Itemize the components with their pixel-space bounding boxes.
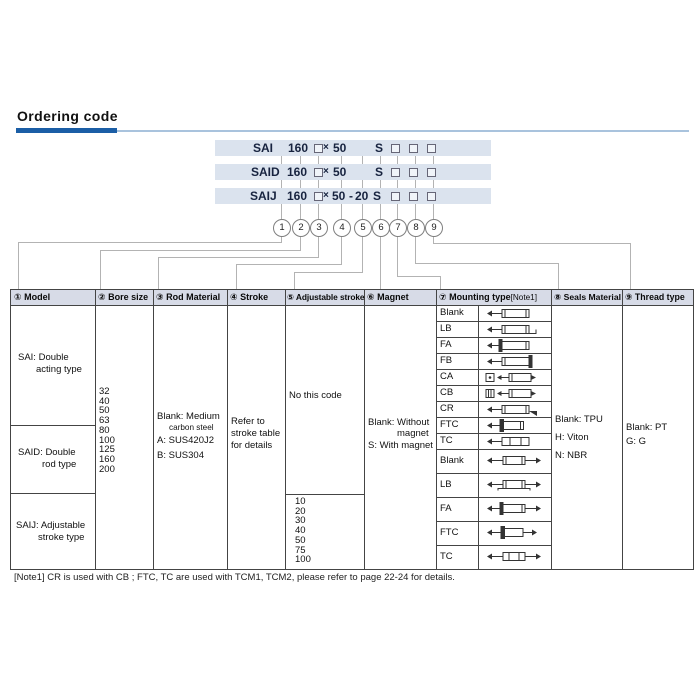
- code-magnet: S: [375, 165, 384, 179]
- connector-segment: [415, 263, 559, 264]
- code-times: ×: [323, 166, 329, 177]
- title-rule-light: [17, 130, 689, 132]
- mounting-row-line: [436, 369, 551, 370]
- adjustable-item: 40: [295, 525, 306, 537]
- mounting-icon-cb: [485, 387, 543, 400]
- mounting-icon-double-tc: [485, 550, 543, 563]
- col-header-adjustable: ⑤ Adjustable stroke: [287, 292, 365, 302]
- code-times: ×: [323, 190, 329, 201]
- bore-size-item: 125: [99, 444, 115, 456]
- bore-size-item: 80: [99, 424, 110, 436]
- mounting-code: FA: [440, 503, 452, 514]
- connector-segment: [380, 235, 381, 289]
- code-placeholder-box: [391, 192, 400, 201]
- mounting-row-line: [436, 497, 551, 498]
- section-title: Ordering code: [17, 108, 118, 124]
- model-divider: [11, 425, 95, 426]
- code-adjust: 20: [355, 189, 369, 203]
- thread-line2: G: G: [626, 436, 647, 447]
- rod-blank-line2: carbon steel: [169, 423, 214, 432]
- connector-segment: [397, 276, 441, 277]
- callout-3: 3: [310, 219, 328, 237]
- connector-segment: [294, 272, 363, 273]
- callout-8: 8: [407, 219, 425, 237]
- code-magnet: S: [375, 141, 384, 155]
- code-placeholder-box: [409, 192, 418, 201]
- table-grid-line: [622, 290, 623, 569]
- code-model: SAIJ: [250, 189, 277, 203]
- code-model: SAID: [251, 165, 280, 179]
- col-header-model: ① Model: [14, 292, 51, 302]
- adjustable-item: 100: [295, 554, 311, 566]
- thread-line1: Blank: PT: [626, 422, 668, 433]
- code-bore: 160: [287, 165, 308, 179]
- code-stroke: 50: [332, 189, 346, 203]
- mounting-icon-ca: [485, 371, 543, 384]
- model-said-line1: SAID: Double: [18, 447, 76, 458]
- mounting-code: Blank: [440, 307, 464, 318]
- connector-segment: [100, 250, 301, 251]
- callout-7: 7: [389, 219, 407, 237]
- table-grid-line: [436, 290, 437, 569]
- code-bore: 160: [288, 141, 309, 155]
- adjustable-item: 50: [295, 534, 306, 546]
- connector-segment: [397, 235, 398, 276]
- connector-segment: [100, 250, 101, 289]
- code-placeholder-box: [409, 144, 418, 153]
- mounting-code: CB: [440, 387, 454, 398]
- mounting-icon-double-basic: [485, 454, 543, 467]
- model-divider: [11, 493, 95, 494]
- mounting-icon-tc: [485, 435, 543, 448]
- stub-line: [281, 148, 282, 219]
- connector-segment: [158, 257, 319, 258]
- code-placeholder-box: [427, 192, 436, 201]
- adjustable-item: 30: [295, 515, 306, 527]
- connector-segment: [558, 263, 559, 289]
- mounting-code: LB: [440, 323, 452, 334]
- rod-blank-line1: Blank: Medium: [157, 411, 220, 422]
- connector-segment: [294, 272, 295, 289]
- stroke-line3: for details: [231, 440, 273, 451]
- col-header-mounting-note: [Note1]: [510, 293, 538, 302]
- table-grid-line: [364, 290, 365, 569]
- table-grid-line: [227, 290, 228, 569]
- code-placeholder-box: [409, 168, 418, 177]
- model-saij-line2: stroke type: [38, 532, 85, 543]
- mounting-row-line: [436, 473, 551, 474]
- bore-size-list: [99, 387, 115, 474]
- mounting-code: TC: [440, 551, 453, 562]
- code-placeholder-box: [391, 168, 400, 177]
- table-grid-line: [11, 305, 693, 306]
- model-said-line2: rod type: [42, 459, 77, 470]
- stub-line: [341, 148, 342, 219]
- mounting-row-line: [436, 433, 551, 434]
- bore-size-item: 63: [99, 415, 110, 427]
- code-bore: 160: [287, 189, 308, 203]
- connector-segment: [318, 235, 319, 257]
- footnote: [Note1] CR is used with CB ; FTC, TC are used with TCM1, TCM2, please refer to page 22-24 for details.: [14, 572, 455, 583]
- connector-segment: [300, 235, 301, 250]
- model-saij-line1: SAIJ: Adjustable: [16, 520, 86, 531]
- table-grid-line: [478, 305, 479, 569]
- mounting-icon-fa: [485, 339, 543, 352]
- stub-line: [362, 148, 363, 219]
- seals-line3: N: NBR: [555, 450, 588, 461]
- callout-1: 1: [273, 219, 291, 237]
- col-header-stroke: ④ Stroke: [230, 292, 269, 302]
- code-stroke: 50: [333, 165, 347, 179]
- bore-size-item: 200: [99, 463, 115, 475]
- mounting-icon-double-ftc: [485, 526, 543, 539]
- callout-4: 4: [333, 219, 351, 237]
- connector-segment: [630, 243, 631, 289]
- rod-option-b: B: SUS304: [157, 450, 204, 461]
- mounting-icon-cr: [485, 403, 543, 416]
- col-header-thread: ⑨ Thread type: [625, 292, 685, 302]
- mounting-code: CA: [440, 371, 454, 382]
- table-grid-line: [551, 290, 552, 569]
- mounting-code: FTC: [440, 419, 459, 430]
- code-placeholder-box: [314, 168, 323, 177]
- model-sai-line2: acting type: [36, 364, 82, 375]
- adjustable-item: 75: [295, 544, 306, 556]
- callout-2: 2: [292, 219, 310, 237]
- ordering-code-table: [10, 289, 694, 570]
- bore-size-item: 100: [99, 434, 115, 446]
- connector-segment: [362, 235, 363, 272]
- col-header-seals: ⑧ Seals Material: [554, 292, 621, 302]
- callout-5: 5: [354, 219, 372, 237]
- adjustable-divider: [285, 494, 364, 495]
- bore-size-item: 32: [99, 386, 110, 397]
- code-placeholder-box: [427, 168, 436, 177]
- mounting-code: TC: [440, 435, 453, 446]
- magnet-line2: magnet: [397, 428, 429, 439]
- rod-option-a: A: SUS420J2: [157, 435, 215, 446]
- mounting-icon-double-lb: [485, 478, 543, 491]
- connector-segment: [18, 242, 19, 289]
- mounting-row-line: [436, 353, 551, 354]
- adjustable-item: 10: [295, 496, 306, 507]
- mounting-row-line: [436, 385, 551, 386]
- code-placeholder-box: [314, 192, 323, 201]
- mounting-row-line: [436, 337, 551, 338]
- mounting-code: FB: [440, 355, 453, 366]
- connector-segment: [415, 235, 416, 263]
- mounting-icon-ftc: [485, 419, 543, 432]
- code-placeholder-box: [391, 144, 400, 153]
- code-placeholder-box: [314, 144, 323, 153]
- table-grid-line: [285, 290, 286, 569]
- magnet-line1: Blank: Without: [368, 417, 430, 428]
- adjustable-none: No this code: [289, 390, 342, 401]
- model-sai-line1: SAI: Double: [18, 352, 69, 363]
- mounting-code: Blank: [440, 455, 464, 466]
- code-dash: -: [349, 189, 353, 203]
- callout-9: 9: [425, 219, 443, 237]
- mounting-icon-double-fa: [485, 502, 543, 515]
- mounting-icon-fb: [485, 355, 543, 368]
- stub-line: [415, 148, 416, 219]
- mounting-code: FTC: [440, 527, 459, 538]
- stub-line: [380, 148, 381, 219]
- stub-line: [318, 148, 319, 219]
- col-header-magnet: ⑥ Magnet: [367, 292, 409, 302]
- stub-line: [300, 148, 301, 219]
- mounting-code: FA: [440, 339, 452, 350]
- seals-line2: H: Viton: [555, 432, 589, 443]
- col-header-bore: ② Bore size: [98, 292, 149, 302]
- magnet-line3: S: With magnet: [368, 440, 433, 451]
- bore-size-item: 50: [99, 405, 110, 417]
- stroke-line1: Refer to: [231, 416, 265, 427]
- stub-line: [397, 148, 398, 219]
- stub-line: [433, 148, 434, 219]
- table-grid-line: [153, 290, 154, 569]
- code-placeholder-box: [427, 144, 436, 153]
- code-stroke: 50: [333, 141, 347, 155]
- col-header-mounting: ⑦ Mounting type[Note1]: [439, 292, 538, 302]
- seals-line1: Blank: TPU: [555, 414, 603, 425]
- mounting-icon-lb: [485, 323, 543, 336]
- bore-size-item: 40: [99, 395, 110, 407]
- connector-segment: [18, 242, 282, 243]
- adjustable-stroke-list: [295, 497, 311, 565]
- code-model: SAI: [253, 141, 274, 155]
- col-header-rod: ③ Rod Material: [156, 292, 221, 302]
- mounting-row-line: [436, 321, 551, 322]
- table-grid-line: [95, 290, 96, 569]
- mounting-icon-basic: [485, 307, 543, 320]
- adjustable-item: 20: [295, 505, 306, 517]
- code-magnet: S: [373, 189, 382, 203]
- bore-size-item: 160: [99, 453, 115, 465]
- title-rule-accent: [16, 128, 117, 133]
- mounting-code: CR: [440, 403, 454, 414]
- mounting-row-line: [436, 545, 551, 546]
- connector-segment: [440, 276, 441, 289]
- code-times: ×: [323, 142, 329, 153]
- connector-segment: [341, 235, 342, 264]
- connector-segment: [433, 243, 631, 244]
- callout-6: 6: [372, 219, 390, 237]
- connector-segment: [236, 264, 342, 265]
- mounting-code: LB: [440, 479, 452, 490]
- connector-segment: [236, 264, 237, 289]
- connector-segment: [158, 257, 159, 289]
- stroke-line2: stroke table: [231, 428, 281, 439]
